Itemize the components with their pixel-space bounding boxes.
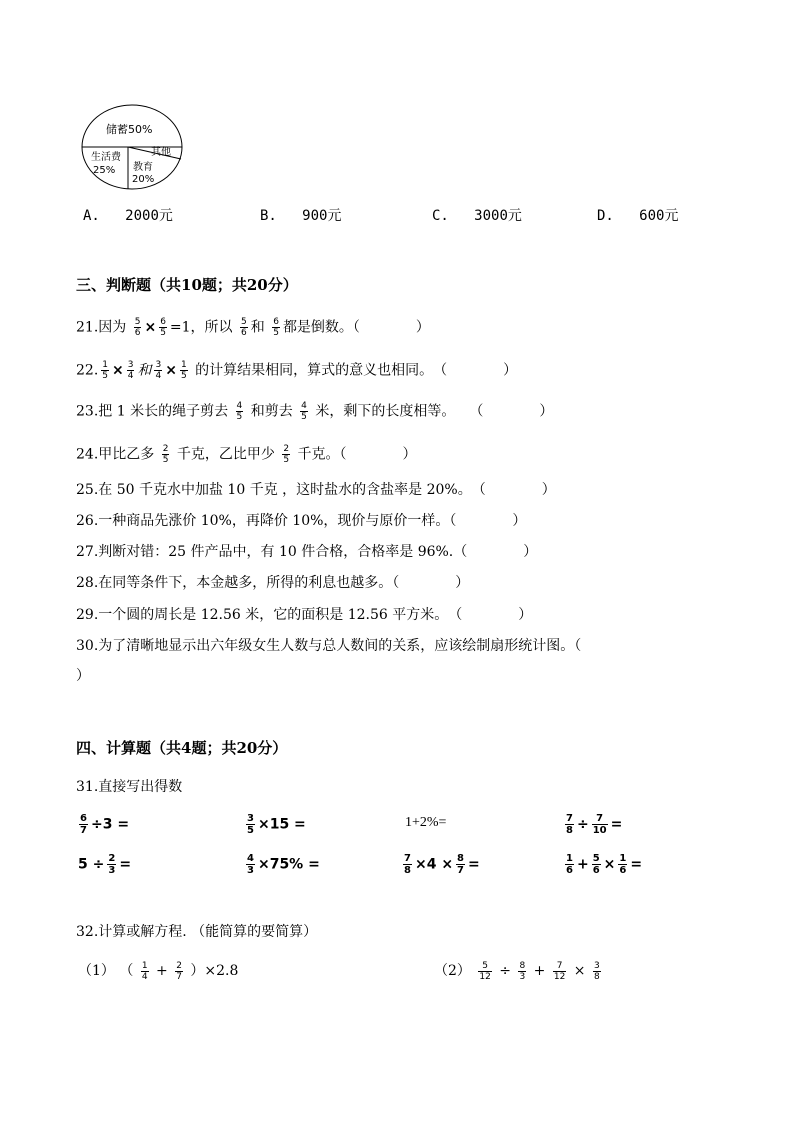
calc-r1c1: $\frac{6}{7}$ ÷3 = <box>80 813 130 836</box>
section-3-title: 三、判断题（共10题；共20分） <box>76 276 298 294</box>
pie-label-education-pct: 20% <box>132 174 155 185</box>
option-d[interactable]: D. 600元 <box>597 208 679 224</box>
question-22: 22. $\frac{1}{5}$ × $\frac{3}{4}$ 和 $\frac{3}{4}$ × $\frac{1}{5}$ 的计算结果相同，算式的意义也相同。 （ ） <box>76 360 518 381</box>
question-32-part-2: （2） $\frac{5}{12}$ ÷ $\frac{8}{3}$ + $\frac{7}{12}$ × $\frac{3}{8}$ <box>434 960 600 982</box>
pie-label-other: 其他 <box>151 147 171 158</box>
question-30-close: ） <box>76 668 90 684</box>
question-32-title: 32.计算或解方程. （能简算的要简算） <box>76 924 318 940</box>
question-29: 29.一个圆的周长是 12.56 米，它的面积是 12.56 平方米。 （ ） <box>76 607 533 623</box>
calc-r2c4: $\frac{1}{6}$ + $\frac{5}{6}$ × $\frac{1}{6}$ = <box>566 853 643 876</box>
question-23: 23.把 1 米长的绳子剪去 $\frac{4}{5}$ 和剪去 $\frac{4}{5}$ 米，剩下的长度相等。 （ ） <box>76 401 554 422</box>
option-a[interactable]: A. 2000元 <box>83 208 173 224</box>
question-27: 27.判断对错：25 件产品中，有 10 件合格，合格率是 96%.（ ） <box>76 544 538 560</box>
option-b[interactable]: B. 900元 <box>260 208 342 224</box>
question-26: 26.一种商品先涨价 10%，再降价 10%，现价与原价一样。（ ） <box>76 513 527 529</box>
question-32-part-1: （1） （ $\frac{1}{4}$ + $\frac{2}{7}$ ）×2.8 <box>78 960 239 982</box>
question-28: 28.在同等条件下，本金越多，所得的利息也越多。（ ） <box>76 575 470 591</box>
pie-label-living: 生活费 <box>91 152 121 163</box>
pie-label-education: 教育 <box>133 162 153 173</box>
pie-chart <box>80 103 184 191</box>
calc-r2c2: $\frac{4}{3}$ ×75% = <box>247 853 320 876</box>
calc-r1c3: 1+2%= <box>405 815 447 830</box>
section-4-title: 四、计算题（共4题；共20分） <box>76 739 288 757</box>
pie-label-living-pct: 25% <box>93 165 116 176</box>
question-25: 25.在 50 千克水中加盐 10 千克 ，这时盐水的含盐率是 20%。 （ ） <box>76 482 556 498</box>
option-c[interactable]: C. 3000元 <box>432 208 522 224</box>
question-30: 30.为了清晰地显示出六年级女生人数与总人数间的关系，应该绘制扇形统计图。（ <box>76 638 582 654</box>
calc-r2c3: $\frac{7}{8}$ ×4 × $\frac{8}{7}$ = <box>404 853 480 876</box>
question-31-title: 31.直接写出得数 <box>76 779 183 795</box>
calc-r1c4: $\frac{7}{8}$ ÷ $\frac{7}{10}$ = <box>566 813 623 836</box>
calc-r1c2: $\frac{3}{5}$ ×15 = <box>247 813 306 836</box>
question-21: 21.因为 $\frac{5}{6}$ × $\frac{6}{5}$ =1，所以 $\frac{5}{6}$ 和 $\frac{6}{5}$ 都是倒数。（ ） <box>76 317 430 338</box>
calc-r2c1: 5 ÷ $\frac{2}{3}$ = <box>78 853 132 876</box>
pie-label-savings: 储蓄50% <box>106 123 153 136</box>
question-24: 24.甲比乙多 $\frac{2}{5}$ 千克，乙比甲少 $\frac{2}{5}$ 千克。（ ） <box>76 444 417 465</box>
